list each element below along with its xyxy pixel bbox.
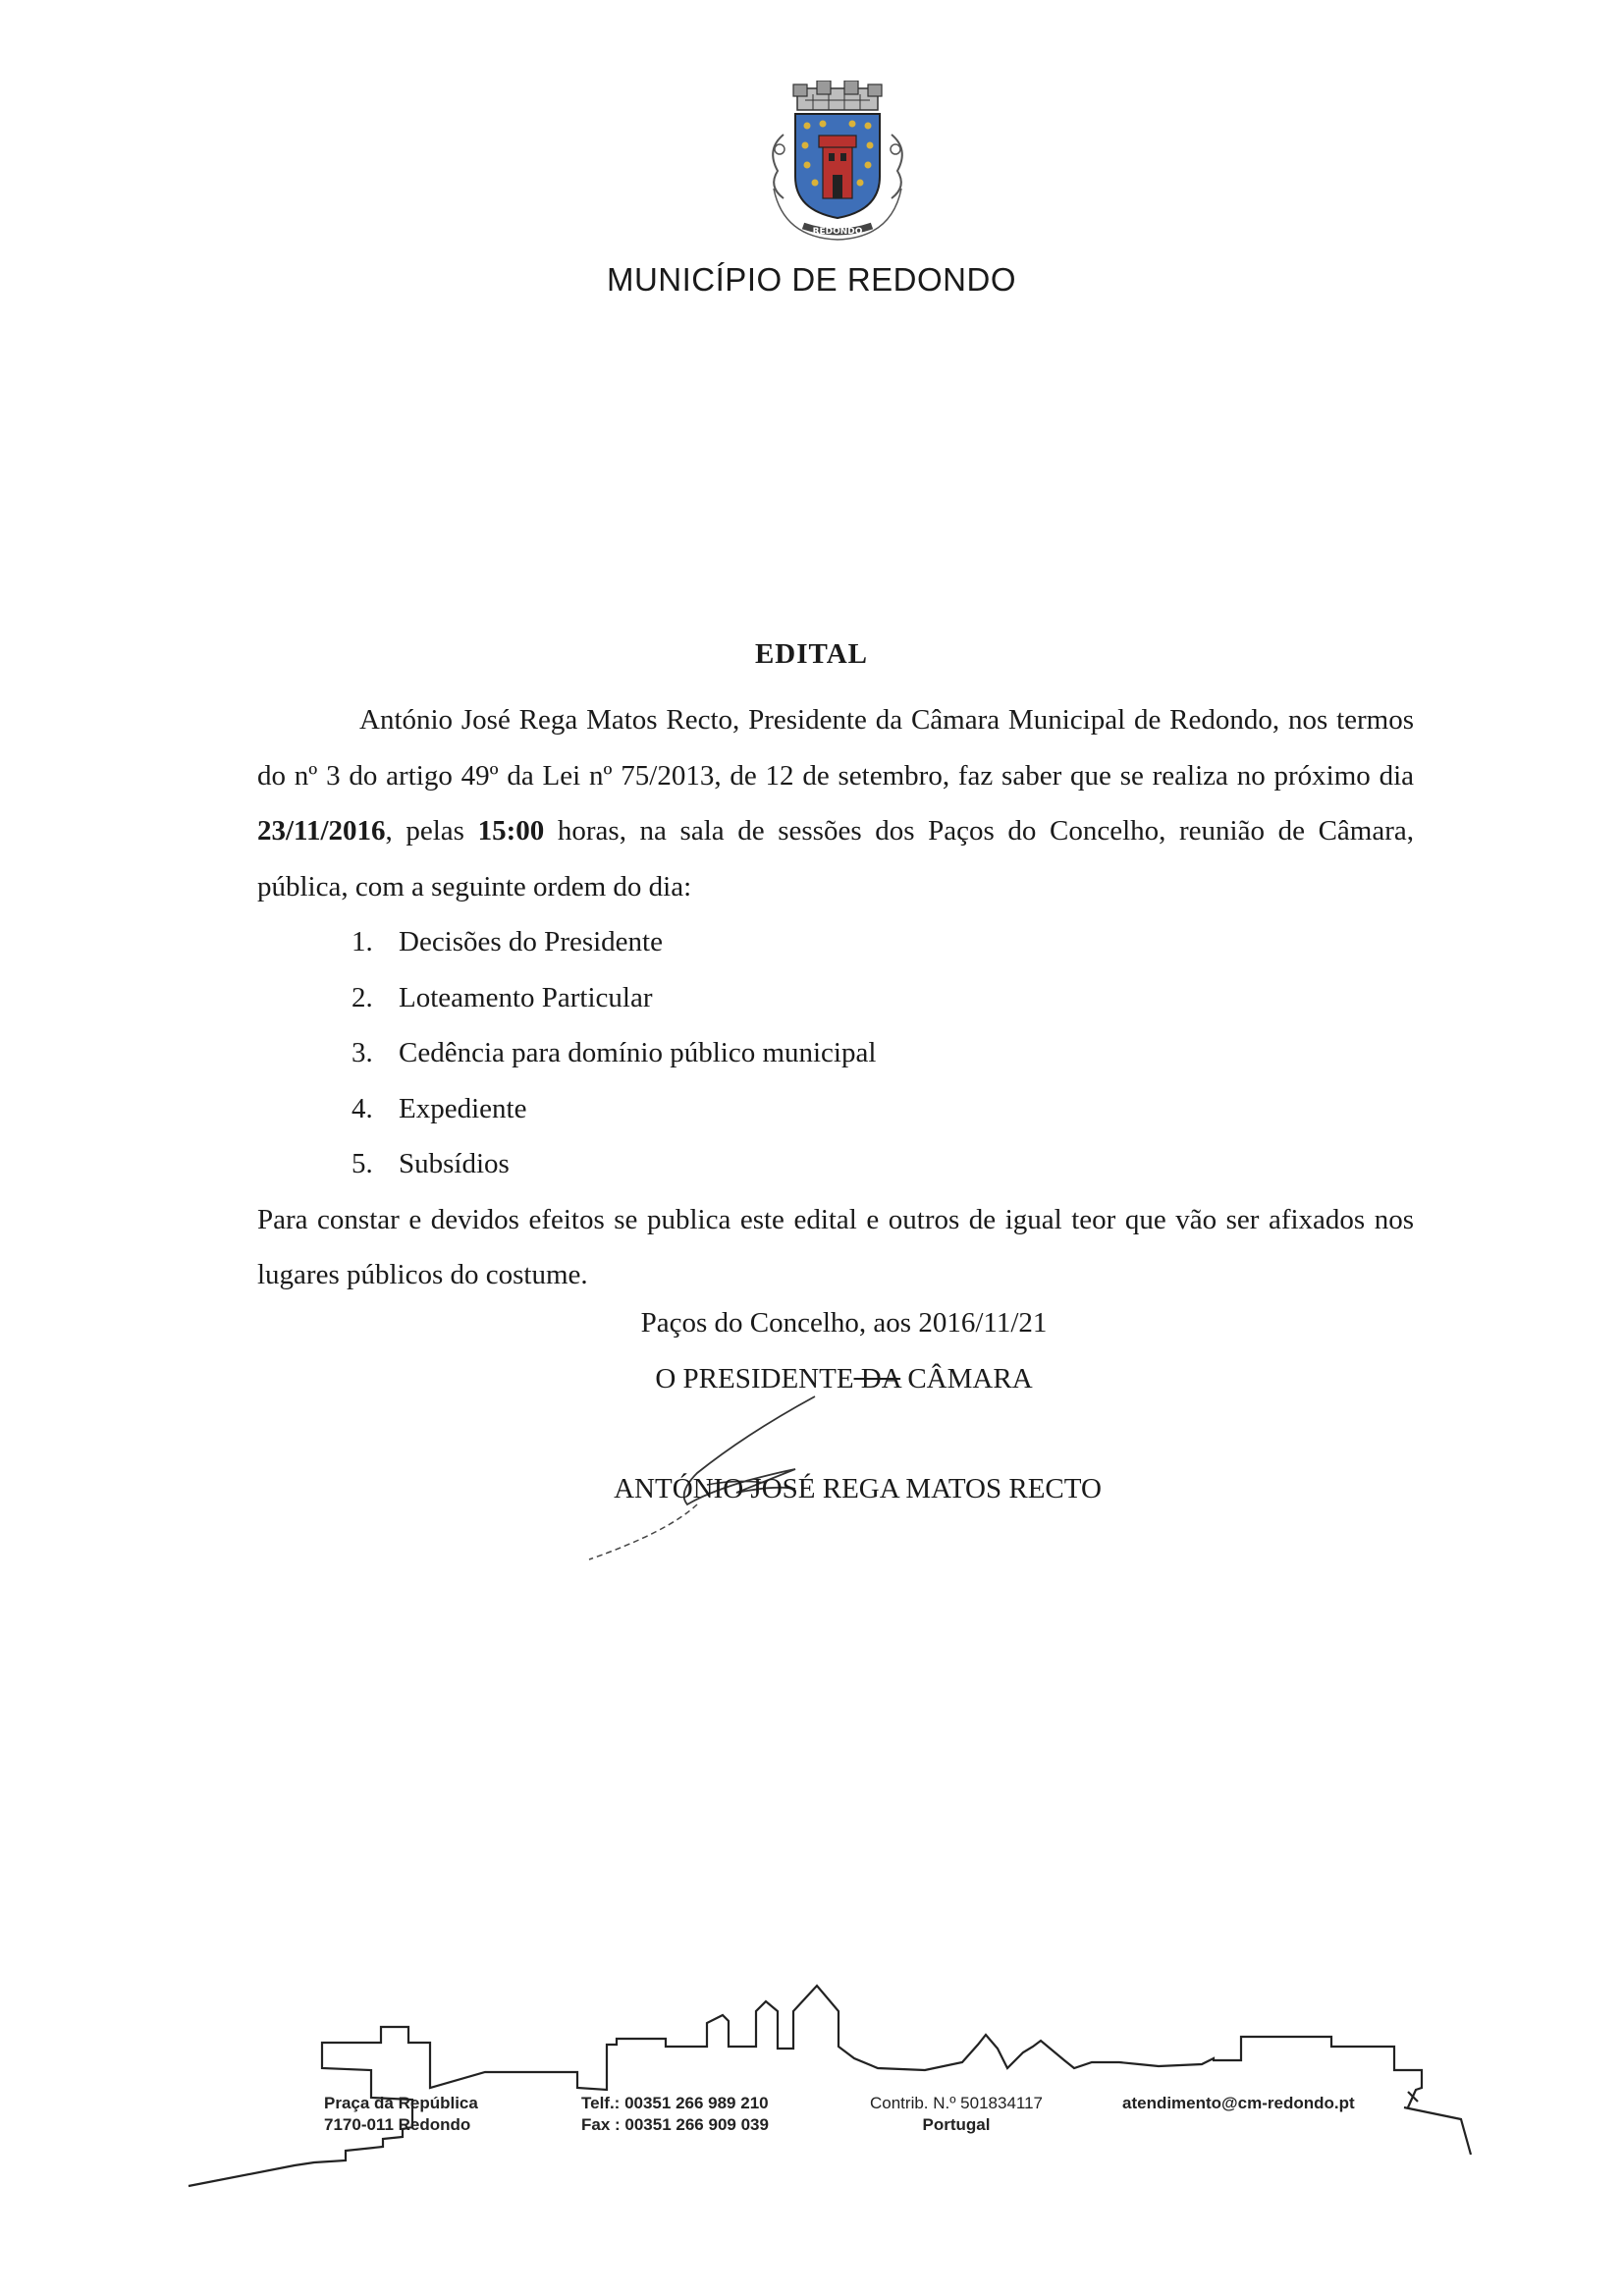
meeting-date: 23/11/2016 — [257, 815, 386, 847]
agenda-item-number: 2. — [352, 981, 373, 1013]
signatory-name: ANTÓNIO JOSÉ REGA MATOS RECTO — [614, 1473, 1102, 1504]
agenda-item-text: Decisões do Presidente — [399, 926, 663, 957]
agenda-item — [352, 1081, 1414, 1137]
intro-mid: , pelas — [385, 815, 478, 847]
address-line2: 7170-011 Redondo — [324, 2115, 471, 2134]
intro-text: António José Rega Matos Recto, Presidente da Câmara Municipal de Redondo, nos termos do nº 3 do artigo 49º da Lei nº 75/2013, de 12 de setembro, faz saber que se realiza no próximo dia — [257, 704, 1414, 792]
footer-phone-fax — [581, 2093, 769, 2136]
agenda-item-number: 1. — [352, 926, 373, 957]
agenda-item — [352, 1025, 1414, 1081]
agenda-item-text: Expediente — [399, 1092, 527, 1124]
intro-paragraph — [257, 692, 1414, 914]
meeting-time: 15:00 — [477, 815, 545, 847]
document-title: EDITAL — [754, 638, 869, 670]
footer-email — [1122, 2093, 1355, 2114]
fax-number: Fax : 00351 266 909 039 — [581, 2115, 769, 2134]
role-struck: DA — [853, 1363, 901, 1394]
edital-body — [257, 692, 1414, 1303]
agenda-list — [257, 914, 1414, 1192]
signatory-role — [32, 1363, 1623, 1395]
crest-label: REDONDO — [812, 227, 863, 237]
footer-address — [324, 2093, 478, 2136]
closing-paragraph: Para constar e devidos efeitos se publica este edital e outros de igual teor que vão ser afixados nos lugares públicos do costume. — [257, 1203, 1414, 1290]
town-skyline-outline — [177, 1964, 1492, 2190]
municipal-crest-icon — [754, 81, 921, 247]
agenda-item — [352, 1136, 1414, 1192]
agenda-item-number: 3. — [352, 1037, 373, 1068]
role-start: O PRESIDENTE — [655, 1363, 854, 1394]
place-date: Paços do Concelho, aos 2016/11/21 — [640, 1307, 1048, 1339]
organization-name: MUNICÍPIO DE REDONDO — [606, 261, 1017, 298]
phone-number: Telf.: 00351 266 989 210 — [581, 2094, 769, 2112]
footer-tax-id — [870, 2093, 1043, 2136]
agenda-item — [352, 970, 1414, 1026]
role-end: CÂMARA — [900, 1363, 1033, 1394]
email-address: atendimento@cm-redondo.pt — [1122, 2094, 1355, 2112]
tax-id: Contrib. N.º 501834117 — [870, 2094, 1044, 2112]
intro-end: horas, na sala de sessões dos Paços do Concelho, reunião de Câmara, pública, com a seguinte ordem do dia: — [257, 815, 1414, 902]
agenda-item-number: 5. — [352, 1148, 373, 1179]
agenda-item-text: Loteamento Particular — [399, 981, 653, 1013]
agenda-item-text: Subsídios — [399, 1148, 510, 1179]
agenda-item-number: 4. — [352, 1092, 373, 1124]
agenda-item-text: Cedência para domínio público municipal — [399, 1037, 877, 1068]
country: Portugal — [922, 2115, 991, 2134]
agenda-item — [352, 914, 1414, 970]
address-line1: Praça da República — [324, 2094, 478, 2112]
